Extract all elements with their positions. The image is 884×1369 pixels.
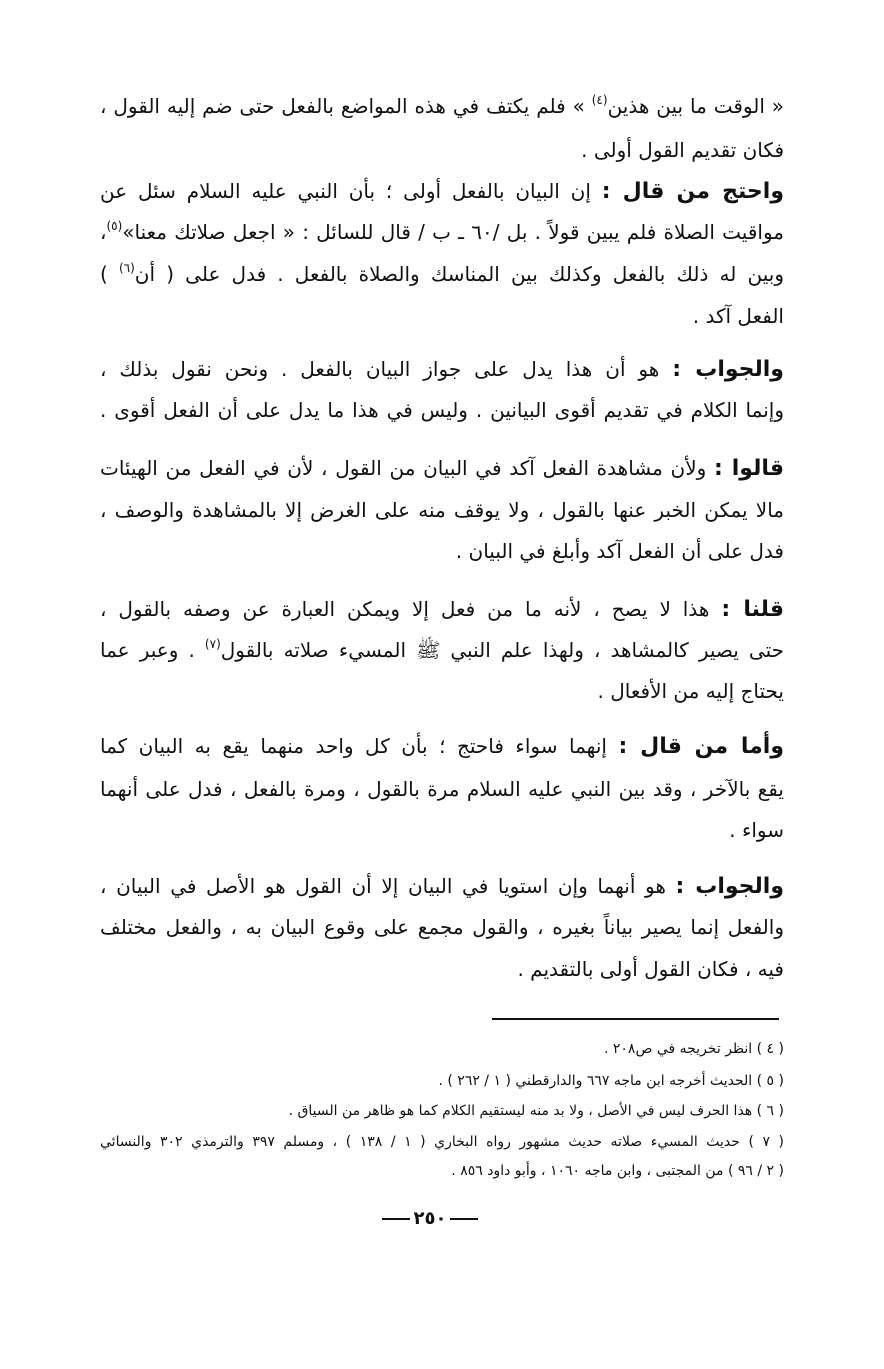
- body-line: [100, 216, 784, 250]
- page-number-text: ٢٥٠: [413, 1208, 447, 1229]
- text: هو أنهما وإن استويا في البيان إلا أن القول هو الأصل في البيان ،: [100, 874, 676, 898]
- text: فيه ، فكان القول أولى بالتقديم .: [517, 957, 784, 981]
- footnote: ( ٥ ) الحديث أخرجه ابن ماجه ٦٦٧ والدارقطني ( ١ / ٢٦٢ ) .: [438, 1073, 784, 1089]
- paragraph-keyword: واحتج من قال :: [601, 179, 784, 204]
- body-line: [100, 814, 784, 848]
- text: إنهما سواء فاحتج ؛ بأن كل واحد منهما يقع به البيان كما: [100, 734, 619, 758]
- page-number: [350, 1208, 510, 1229]
- footnote-ref: (٧): [204, 637, 221, 651]
- footnote: ( ٢ / ٩٦ ) من المجتبى ، وابن ماجه ١٠٦٠ ، وأبو داود ٨٥٦ .: [451, 1163, 784, 1179]
- footnote-separator: [492, 1018, 779, 1020]
- text: الفعل آكد .: [692, 304, 784, 328]
- text: ،: [100, 220, 107, 244]
- text: يحتاج إليه من الأفعال .: [597, 679, 784, 703]
- text: هو أن هذا يدل على جواز البيان بالفعل . ونحن نقول بذلك ،: [100, 357, 673, 381]
- footnote-ref: (٤): [591, 93, 608, 107]
- body-line: [100, 394, 784, 428]
- body-line: [100, 90, 784, 124]
- text: يقع بالآخر ، وقد بين النبي عليه السلام مرة بالقول ، ومرة بالفعل ، فدل على أنهما: [100, 777, 784, 801]
- text: وبين له ذلك بالفعل وكذلك بين المناسك والصلاة بالفعل . فدل على ( أن: [134, 262, 784, 286]
- body-line: [100, 494, 784, 528]
- text: « الوقت ما بين هذين: [607, 94, 784, 118]
- text: ): [100, 262, 119, 286]
- text: مواقيت الصلاة فلم يبين قولاً . بل /٦٠ ـ ب / قال للسائل : « اجعل صلاتك معنا»: [122, 220, 784, 244]
- footnote-ref: (٦): [118, 261, 135, 275]
- text: هذا لا يصح ، لأنه ما من فعل إلا ويمكن العبارة عن وصفه بالقول ،: [100, 597, 722, 621]
- text: فدل على أن الفعل آكد وأبلغ في البيان .: [455, 539, 784, 563]
- body-line: [100, 134, 784, 168]
- footnote: ( ٧ ) حديث المسيء صلاته حديث مشهور رواه البخاري ( ١ / ١٣٨ ) ، ومسلم ٣٩٧ والترمذي ٣٠٢ والنسائي: [100, 1134, 784, 1150]
- text: » فلم يكتف في هذه المواضع بالفعل حتى ضم إليه القول ،: [100, 94, 592, 118]
- body-line: [100, 870, 784, 904]
- paragraph-keyword: والجواب :: [675, 874, 784, 899]
- paragraph-keyword: قالوا :: [713, 456, 785, 481]
- body-line: [100, 953, 784, 987]
- footnote: ( ٦ ) هذا الحرف ليس في الأصل ، ولا بد منه ليستقيم الكلام كما هو ظاهر من السياق .: [288, 1103, 784, 1119]
- footnote-ref: (٥): [106, 219, 123, 233]
- footnote: ( ٤ ) انظر تخريجه في ص٢٠٨ .: [603, 1041, 784, 1057]
- paragraph-keyword: قلنا :: [721, 597, 784, 622]
- page-number-dash: [450, 1218, 478, 1220]
- text: . وعبر عما: [100, 638, 205, 662]
- body-line: [100, 258, 784, 292]
- paragraph-keyword: وأما من قال :: [618, 734, 785, 759]
- body-line: [100, 300, 784, 334]
- text: فكان تقديم القول أولى .: [581, 138, 784, 162]
- page-number-dash: [382, 1218, 410, 1220]
- body-line: [100, 452, 784, 486]
- text: إن البيان بالفعل أولى ؛ بأن النبي عليه السلام سئل عن: [100, 179, 602, 203]
- body-line: [100, 634, 784, 668]
- text: ولأن مشاهدة الفعل آكد في البيان من القول ، لأن في الفعل من الهيئات: [100, 456, 714, 480]
- body-line: [100, 730, 784, 764]
- body-line: [100, 675, 784, 709]
- text: وإنما الكلام في تقديم أقوى البيانين . وليس في هذا ما يدل على أن الفعل أقوى .: [100, 398, 784, 422]
- body-line: [100, 535, 784, 569]
- text: سواء .: [729, 818, 784, 842]
- text: مالا يمكن الخبر عنها بالقول ، ولا يوقف منه على الغرض إلا بالمشاهدة والوصف ،: [100, 498, 784, 522]
- body-line: [100, 353, 784, 387]
- body-line: [100, 911, 784, 945]
- body-line: [100, 593, 784, 627]
- text: والفعل إنما يصير بياناً بغيره ، والقول مجمع على وقوع البيان به ، والفعل مختلف: [100, 915, 784, 939]
- text: حتى يصير كالمشاهد ، ولهذا علم النبي ﷺ المسيء صلاته بالقول: [220, 638, 785, 662]
- body-line: [100, 773, 784, 807]
- paragraph-keyword: والجواب :: [672, 357, 784, 382]
- body-line: [100, 175, 784, 209]
